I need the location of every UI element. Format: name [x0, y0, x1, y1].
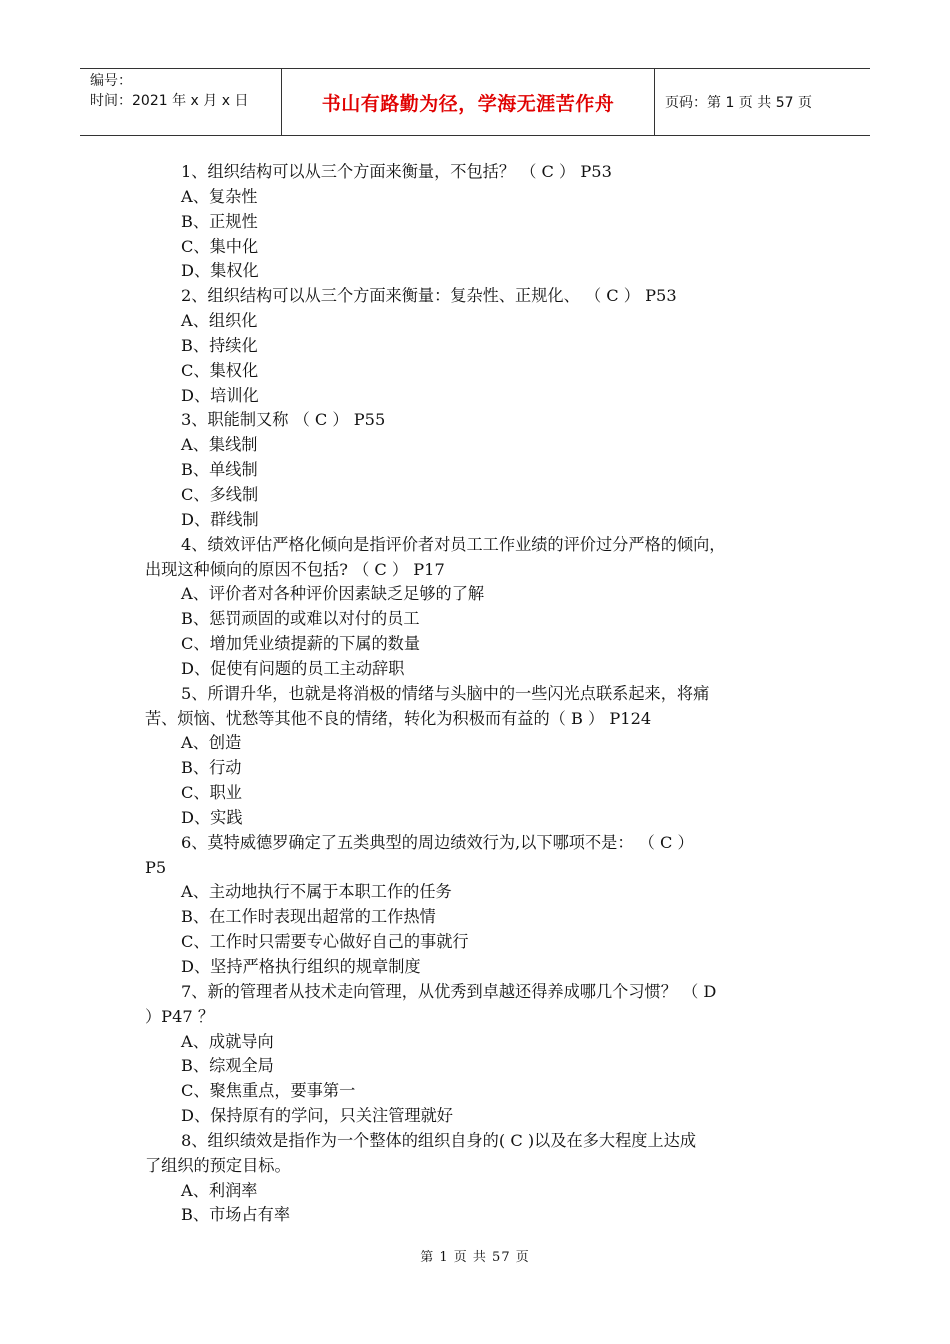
- option-line: D、集权化: [181, 261, 259, 281]
- option-line: D、促使有问题的员工主动辞职: [181, 658, 405, 678]
- time-label: 时间：2021 年 x 月 x 日: [90, 93, 249, 109]
- option-line: C、聚焦重点，要事第一: [181, 1081, 356, 1101]
- question-line: 5、所谓升华，也就是将消极的情绪与头脑中的一些闪光点联系起来，将痛: [181, 683, 710, 703]
- question-line: 4、绩效评估严格化倾向是指评价者对员工工作业绩的评价过分严格的倾向，: [181, 534, 726, 554]
- option-line: B、惩罚顽固的或难以对付的员工: [181, 609, 420, 629]
- question-line: 7、新的管理者从技术走向管理，从优秀到卓越还得养成哪几个习惯？ （ D: [181, 981, 717, 1001]
- page-info: 页码：第 1 页 共 57 页: [665, 95, 812, 111]
- option-line: A、利润率: [181, 1180, 258, 1200]
- option-line: D、实践: [181, 807, 243, 827]
- option-line: B、正规性: [181, 211, 258, 231]
- header-meta-cell: [80, 69, 282, 135]
- option-line: B、持续化: [181, 335, 258, 355]
- option-line: B、行动: [181, 758, 242, 778]
- option-line: B、单线制: [181, 460, 258, 480]
- question-body: [145, 160, 825, 1228]
- option-line: A、成就导向: [181, 1031, 274, 1051]
- option-line: A、创造: [181, 733, 242, 753]
- page-footer: 第 1 页 共 57 页: [420, 1250, 530, 1265]
- page-header: [80, 68, 870, 136]
- option-line: D、群线制: [181, 509, 259, 529]
- option-line: C、职业: [181, 783, 242, 803]
- option-line: A、组织化: [181, 311, 258, 331]
- option-line: B、综观全局: [181, 1056, 274, 1076]
- option-line: A、集线制: [181, 435, 258, 455]
- question-line-continued: 苦、烦恼、忧愁等其他不良的情绪，转化为积极而有益的（ B ） P124: [145, 708, 652, 728]
- option-line: A、评价者对各种评价因素缺乏足够的了解: [181, 584, 485, 604]
- question-line: 8、组织绩效是指作为一个整体的组织自身的( C )以及在多大程度上达成: [181, 1130, 697, 1150]
- question-line-continued: P5: [145, 857, 167, 877]
- option-line: C、增加凭业绩提薪的下属的数量: [181, 634, 421, 654]
- question-line-continued: 出现这种倾向的原因不包括? （ C ） P17: [145, 559, 445, 579]
- header-page-cell: [655, 69, 870, 135]
- option-line: C、集中化: [181, 236, 259, 256]
- question-line-continued: ）P47 ？: [145, 1006, 215, 1026]
- question-line-continued: 了组织的预定目标。: [145, 1155, 291, 1175]
- question-line: 3、职能制又称 （ C ） P55: [181, 410, 386, 430]
- option-line: D、培训化: [181, 385, 259, 405]
- option-line: A、复杂性: [181, 186, 258, 206]
- option-line: B、市场占有率: [181, 1205, 291, 1225]
- question-line: 2、组织结构可以从三个方面来衡量：复杂性、正规化、 （ C ） P53: [181, 286, 677, 306]
- header-motto-cell: [282, 69, 655, 135]
- option-line: D、坚持严格执行组织的规章制度: [181, 957, 421, 976]
- option-line: C、工作时只需要专心做好自己的事就行: [181, 932, 469, 952]
- option-line: C、集权化: [181, 360, 259, 380]
- number-label: 编号：: [90, 73, 132, 89]
- option-line: D、保持原有的学问，只关注管理就好: [181, 1106, 453, 1126]
- motto-text: 书山有路勤为径，学海无涯苦作舟: [321, 92, 615, 115]
- question-line: 1、组织结构可以从三个方面来衡量，不包括？ （ C ） P53: [181, 162, 612, 181]
- option-line: C、多线制: [181, 484, 259, 504]
- question-line: 6、莫特威德罗确定了五类典型的周边绩效行为,以下哪项不是： （ C ）: [181, 832, 694, 852]
- option-line: B、在工作时表现出超常的工作热情: [181, 907, 436, 927]
- option-line: A、主动地执行不属于本职工作的任务: [181, 882, 452, 902]
